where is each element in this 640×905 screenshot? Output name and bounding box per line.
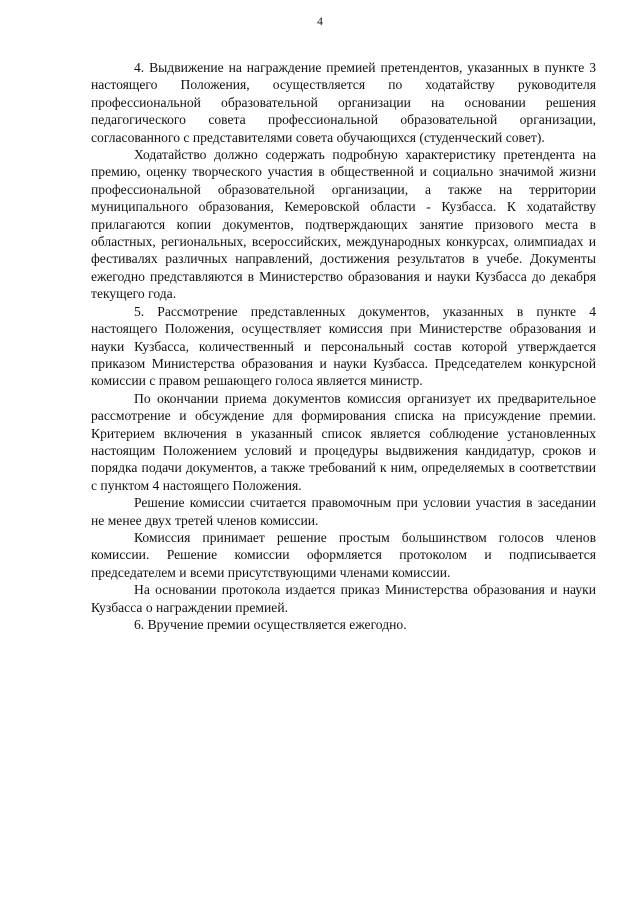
paragraph-order: На основании протокола издается приказ Министерства образования и науки Кузбасса о награждении премией. xyxy=(91,582,596,615)
paragraph-petition: Ходатайство должно содержать подробную характеристику претендента на премию, оценку творческого участия в общественной и социально значимой жизни профессиональной образовательной организации, а также на территории муниципального образования, Кемеровской области - Кузбасса. К ходатайству прилагаются копии документов, подтверждающих занятие призового места в областных, региональных, всероссийских, международных конкурсах, олимпиадах и фестивалях различных направлений, достижения результатов в учебе. Документы ежегодно представляются в Министерство образования и науки Кузбасса до декабря текущего года. xyxy=(91,147,596,302)
page-number: 4 xyxy=(317,16,323,28)
paragraph-quorum: Решение комиссии считается правомочным при условии участия в заседании не менее двух третей членов комиссии. xyxy=(91,495,596,528)
document-body xyxy=(91,59,596,633)
paragraph-nomination: 4. Выдвижение на награждение премией претендентов, указанных в пункте 3 настоящего Положения, осуществляется по ходатайству руководителя профессиональной образовательной организации на основании решения педагогического совета профессиональной образовательной организации, согласованного с представителями совета обучающихся (студенческий совет). xyxy=(91,60,596,145)
paragraph-decision: Комиссия принимает решение простым большинством голосов членов комиссии. Решение комиссии оформляется протоколом и подписывается председателем и всеми присутствующими членами комиссии. xyxy=(91,529,596,580)
paragraph-review-commission: 5. Рассмотрение представленных документов, указанных в пункте 4 настоящего Положения, осуществляет комиссия при Министерстве образования и науки Кузбасса, количественный и персональный состав которой утверждается приказом Министерства образования и науки Кузбасса. Председателем конкурсной комиссии с правом решающего голоса является министр. xyxy=(91,303,596,389)
paragraph-award-presentation: 6. Вручение премии осуществляется ежегодно. xyxy=(134,617,407,632)
paragraph-preliminary-review: По окончании приема документов комиссия организует их предварительное рассмотрение и обсуждение для формирования списка на присуждение премии. Критерием включения в указанный список является соблюдение установленных настоящим Положением условий и процедуры выдвижения кандидатур, сроков и порядка подачи документов, а также требований к ним, определяемых в соответствии с пунктом 4 настоящего Положения. xyxy=(91,390,596,493)
